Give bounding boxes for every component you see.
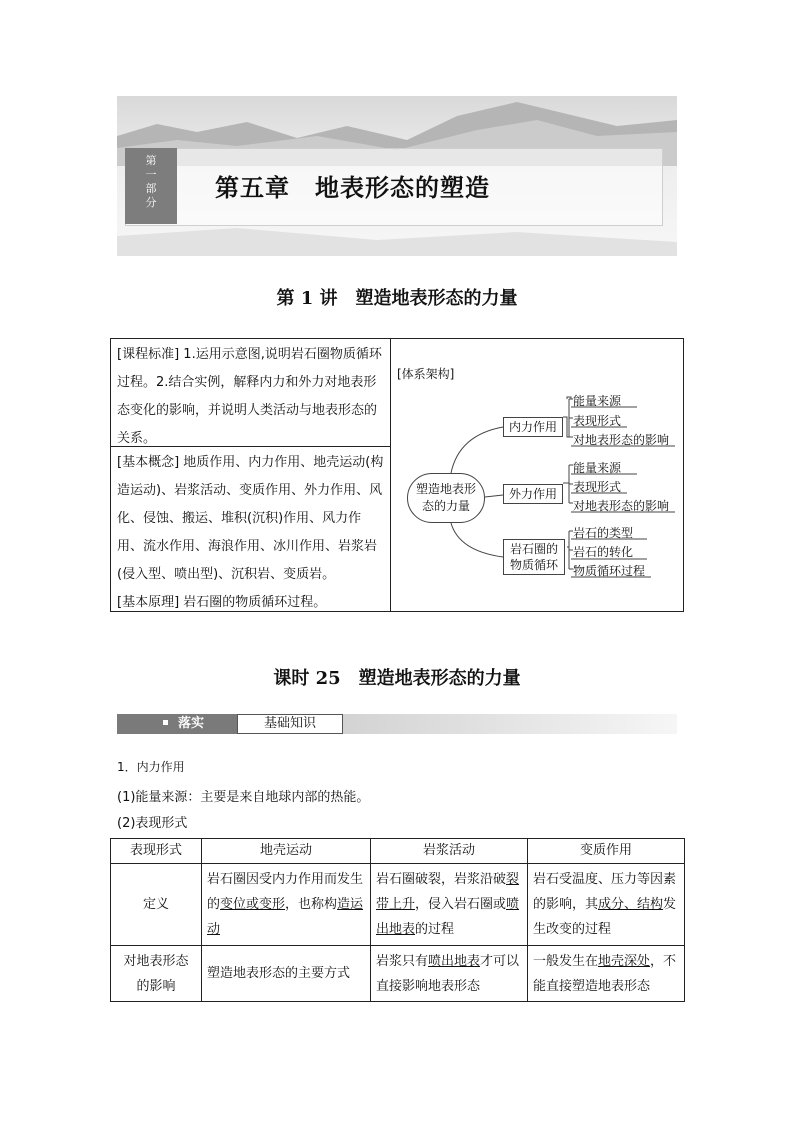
basic-concept-cell bbox=[111, 447, 390, 611]
architecture-diagram bbox=[391, 339, 683, 611]
mindmap-center-node: 塑造地表形 态的力量 bbox=[407, 473, 485, 523]
basic-concept-text: 地质作用、内力作用、地壳运动(构造运动)、岩浆活动、变质作用、外力作用、风化、侵蚀、搬运、堆积(沉积)作用、风力作用、流水作用、海浪作用、冰川作用、岩浆岩(侵入型、喷出型)、沉积岩、变质岩。 bbox=[117, 455, 384, 582]
basic-concept-tag: [基本概念] bbox=[117, 455, 180, 470]
magma-activity-definition: 岩石圈破裂，岩浆沿破裂带上升，侵入岩石圈或喷出地表的过程 bbox=[371, 864, 528, 946]
metamorphism-definition: 岩石受温度、压力等因素的影响，其成分、结构发生改变的过程 bbox=[528, 864, 685, 946]
row-label-definition: 定义 bbox=[111, 864, 202, 946]
bullet-square-icon bbox=[163, 720, 168, 725]
leaf-internal-forms: 表现形式 bbox=[573, 414, 622, 428]
basic-principle-text: 岩石圈的物质循环过程。 bbox=[183, 595, 327, 610]
curriculum-text-column bbox=[111, 339, 391, 611]
row-label-impact: 对地表形态 的影响 bbox=[111, 946, 202, 1002]
chapter-title: 第五章 地表形态的塑造 bbox=[215, 174, 490, 202]
table-header: 表现形式 bbox=[111, 839, 202, 864]
basic-principle-tag: [基本原理] bbox=[117, 595, 180, 610]
magma-activity-impact: 岩浆只有喷出地表才可以直接影响地表形态 bbox=[371, 946, 528, 1002]
branch-internal-force: 内力作用 bbox=[503, 417, 563, 437]
table-header: 岩浆活动 bbox=[371, 839, 528, 864]
leaf-internal-energy: 能量来源 bbox=[573, 394, 622, 408]
chapter-banner bbox=[117, 96, 677, 256]
leaf-cycle-process: 物质循环过程 bbox=[573, 564, 646, 578]
heading-internal-force: 1．内力作用 bbox=[117, 760, 185, 774]
metamorphism-impact: 一般发生在地壳深处，不能直接塑造地表形态 bbox=[528, 946, 685, 1002]
course-standard-text: 1.运用示意图,说明岩石圈物质循环过程。2.结合实例，解释内力和外力对地表形态变化的影响，并说明人类活动与地表形态的关系。 bbox=[117, 347, 382, 446]
part-label: 第 一 部 分 bbox=[125, 148, 177, 224]
leaf-external-energy: 能量来源 bbox=[573, 461, 622, 475]
lecture-title: 第 1 讲 塑造地表形态的力量 bbox=[276, 288, 518, 309]
leaf-external-forms: 表现形式 bbox=[573, 480, 622, 494]
table-header: 变质作用 bbox=[528, 839, 685, 864]
crust-movement-impact: 塑造地表形态的主要方式 bbox=[202, 946, 371, 1002]
forms-heading: (2)表现形式 bbox=[117, 816, 188, 831]
energy-source-text: (1)能量来源：主要是来自地球内部的热能。 bbox=[117, 790, 370, 805]
crust-movement-definition: 岩石圈因受内力作用而发生的变位或变形，也称构造运动 bbox=[202, 864, 371, 946]
curriculum-table bbox=[110, 338, 684, 612]
section-bar bbox=[117, 714, 677, 734]
course-standard-cell bbox=[111, 339, 390, 447]
leaf-rock-transformation: 岩石的转化 bbox=[573, 545, 634, 559]
lesson-title: 课时 25 塑造地表形态的力量 bbox=[273, 668, 521, 689]
section-bar-label: 基础知识 bbox=[237, 714, 343, 734]
internal-force-forms-table bbox=[110, 838, 685, 1002]
leaf-external-impact: 对地表形态的影响 bbox=[573, 499, 670, 513]
course-standard-tag: [课程标准] bbox=[117, 347, 180, 362]
table-row bbox=[111, 864, 685, 946]
leaf-internal-impact: 对地表形态的影响 bbox=[573, 433, 670, 447]
branch-rock-cycle: 岩石圈的 物质循环 bbox=[503, 539, 565, 575]
table-row bbox=[111, 946, 685, 1002]
branch-external-force: 外力作用 bbox=[503, 484, 563, 504]
table-header: 地壳运动 bbox=[202, 839, 371, 864]
table-header-row bbox=[111, 839, 685, 864]
leaf-rock-types: 岩石的类型 bbox=[573, 526, 634, 540]
section-bar-dark: 落实 bbox=[117, 714, 237, 734]
architecture-label: [体系架构] bbox=[397, 367, 455, 381]
